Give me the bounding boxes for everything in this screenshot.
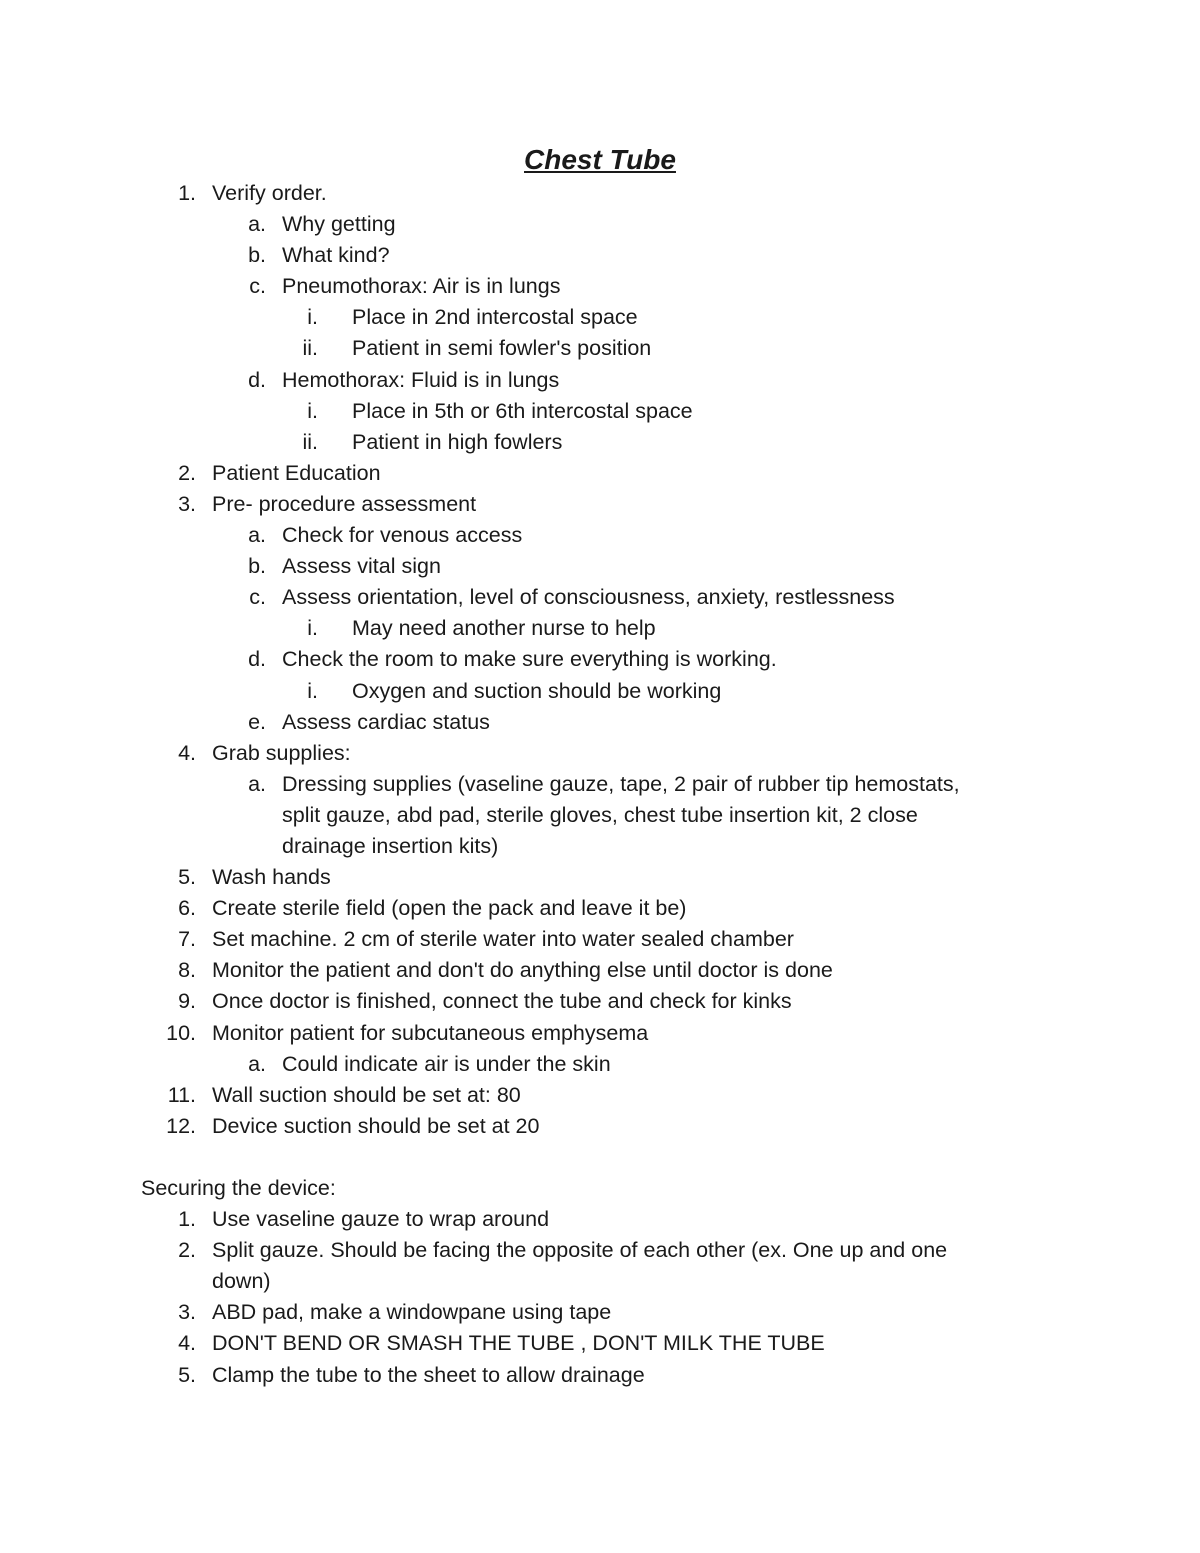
list-item-text: split gauze, abd pad, sterile gloves, chest tube insertion kit, 2 close [282, 802, 918, 827]
list-marker: d. [248, 647, 266, 672]
list-item-text: Wall suction should be set at: 80 [212, 1082, 521, 1107]
list-marker: 11. [167, 1082, 196, 1107]
list-item [0, 365, 1200, 396]
list-item-text: Check for venous access [282, 523, 523, 548]
list-item-text: Patient in semi fowler's position [352, 336, 652, 361]
list-item [0, 769, 1200, 800]
list-item-text: Use vaseline gauze to wrap around [212, 1207, 550, 1232]
list-item-text: Place in 2nd intercostal space [352, 305, 638, 330]
list-item [0, 862, 1200, 893]
list-item-text: Device suction should be set at 20 [212, 1113, 540, 1138]
list-item [0, 240, 1200, 271]
list-item-text: Once doctor is finished, connect the tube and check for kinks [212, 989, 792, 1014]
list-item-text: Set machine. 2 cm of sterile water into water sealed chamber [212, 927, 794, 952]
list-item [0, 1018, 1200, 1049]
list-item [0, 489, 1200, 520]
list-item-text: Wash hands [212, 865, 331, 890]
list-item [0, 893, 1200, 924]
list-marker: 1. [178, 181, 196, 205]
list-marker: 9. [178, 989, 196, 1014]
list-item-text: Assess orientation, level of consciousness, anxiety, restlessness [282, 585, 895, 610]
list-item-text: Clamp the tube to the sheet to allow drainage [212, 1362, 645, 1387]
list-marker: i. [307, 678, 318, 703]
list-item-text: May need another nurse to help [352, 616, 656, 641]
list-marker: a. [248, 523, 266, 548]
list-marker: 7. [178, 927, 196, 952]
list-marker: 3. [178, 1300, 196, 1325]
list-item-text: Patient Education [212, 460, 381, 485]
list-item [0, 1360, 1200, 1391]
list-item-text: Monitor the patient and don't do anything else until doctor is done [212, 958, 833, 983]
list-item-text: ABD pad, make a windowpane using tape [212, 1300, 612, 1325]
list-item-text: Pneumothorax: Air is in lungs [282, 274, 561, 299]
list-marker: i. [307, 398, 318, 423]
list-item [0, 458, 1200, 489]
blank-line [0, 1142, 1200, 1173]
list-item [0, 676, 1200, 707]
list-item [0, 800, 1200, 831]
list-item [0, 302, 1200, 333]
list-marker: 4. [178, 1331, 196, 1356]
list-item-text: Assess vital sign [282, 554, 441, 579]
list-item-text: Assess cardiac status [282, 709, 490, 734]
procedure-list [0, 178, 1200, 1391]
list-item [0, 1235, 1200, 1266]
list-item [0, 831, 1200, 862]
list-item-text: Grab supplies: [212, 740, 351, 765]
list-item-text: Check the room to make sure everything is working. [282, 647, 777, 672]
list-item-text: Hemothorax: Fluid is in lungs [282, 367, 560, 392]
list-item [0, 707, 1200, 738]
list-item [0, 551, 1200, 582]
list-marker: ii. [302, 429, 318, 454]
list-item-text: Dressing supplies (vaseline gauze, tape, 2 pair of rubber tip hemostats, [282, 771, 960, 796]
list-marker: a. [248, 212, 266, 237]
list-marker: b. [248, 243, 266, 268]
list-item [0, 1049, 1200, 1080]
list-item-text: Securing the device: [141, 1176, 336, 1200]
list-item-text: Oxygen and suction should be working [352, 678, 722, 703]
list-item [0, 924, 1200, 955]
list-item [0, 1080, 1200, 1111]
list-marker: 3. [178, 491, 196, 516]
list-marker: 8. [178, 958, 196, 983]
list-marker: ii. [302, 336, 318, 361]
list-item-text: Split gauze. Should be facing the opposite of each other (ex. One up and one [212, 1238, 948, 1263]
list-marker: 12. [166, 1113, 196, 1138]
list-item-text: DON'T BEND OR SMASH THE TUBE , DON'T MILK THE TUBE [212, 1331, 825, 1356]
list-marker: 5. [178, 865, 196, 890]
list-marker: 10. [166, 1020, 196, 1045]
list-marker: 1. [178, 1207, 196, 1232]
list-item [0, 396, 1200, 427]
list-item [0, 955, 1200, 986]
list-item [0, 1297, 1200, 1328]
list-item [0, 1266, 1200, 1297]
list-item-text: What kind? [282, 243, 390, 268]
list-item [0, 520, 1200, 551]
list-marker: 6. [178, 896, 196, 921]
list-item-text: Could indicate air is under the skin [282, 1051, 611, 1076]
section-heading [0, 1173, 1200, 1204]
list-item-text: Verify order. [212, 181, 327, 205]
list-item [0, 271, 1200, 302]
list-marker: e. [248, 709, 266, 734]
list-item-text: Monitor patient for subcutaneous emphysema [212, 1020, 649, 1045]
list-item [0, 178, 1200, 209]
list-item-text: Create sterile field (open the pack and leave it be) [212, 896, 687, 921]
list-item-text: down) [212, 1269, 271, 1294]
list-marker: d. [248, 367, 266, 392]
list-item [0, 1111, 1200, 1142]
list-item [0, 582, 1200, 613]
list-marker: c. [249, 274, 266, 299]
document-title: Chest Tube [524, 144, 676, 175]
list-marker: 2. [178, 1238, 196, 1263]
list-item-text: Patient in high fowlers [352, 429, 563, 454]
list-marker: b. [248, 554, 266, 579]
list-item-text: Pre- procedure assessment [212, 491, 477, 516]
list-marker: i. [307, 616, 318, 641]
list-marker: 5. [178, 1362, 196, 1387]
list-marker: 4. [178, 740, 196, 765]
list-item [0, 1204, 1200, 1235]
list-item-text: Why getting [282, 212, 396, 237]
list-item [0, 427, 1200, 458]
list-item-text: Place in 5th or 6th intercostal space [352, 398, 693, 423]
list-marker: c. [249, 585, 266, 610]
list-marker: 2. [178, 460, 196, 485]
list-item [0, 613, 1200, 644]
list-marker: a. [248, 771, 266, 796]
list-marker: a. [248, 1051, 266, 1076]
list-item [0, 1328, 1200, 1359]
list-item-text: drainage insertion kits) [282, 833, 499, 858]
list-marker: i. [307, 305, 318, 330]
list-item [0, 644, 1200, 675]
list-item [0, 738, 1200, 769]
list-item [0, 209, 1200, 240]
list-item [0, 986, 1200, 1017]
list-item [0, 333, 1200, 364]
